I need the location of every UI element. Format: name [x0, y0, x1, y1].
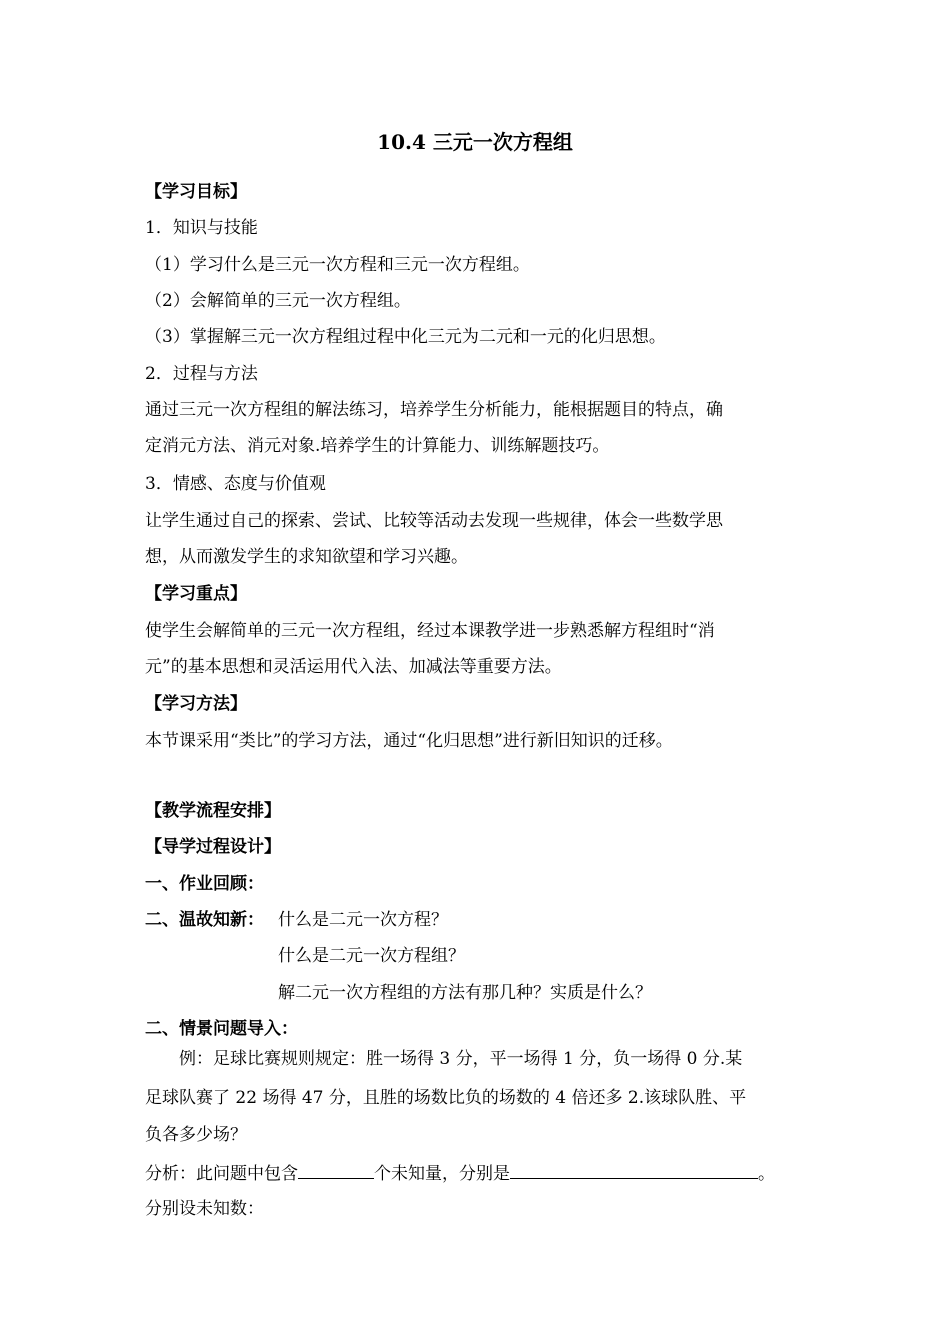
example-line: 例：足球比赛规则规定：胜一场得 3 分，平一场得 1 分，负一场得 0 分.某: [179, 1049, 743, 1069]
objectives-heading: 【学习目标】: [145, 182, 247, 202]
example-line: 足球队赛了 22 场得 47 分，且胜的场数比负的场数的 4 倍还多 2.该球队胜、平: [145, 1088, 747, 1108]
analysis-line: [145, 1162, 775, 1185]
objectives-s3-heading: 3．情感、态度与价值观: [145, 474, 326, 494]
key-points-heading: 【学习重点】: [145, 584, 247, 604]
key-points-line: 元”的基本思想和灵活运用代入法、加减法等重要方法。: [145, 657, 562, 677]
objectives-s3-line: 想，从而激发学生的求知欲望和学习兴趣。: [145, 547, 468, 567]
methods-line: 本节课采用“类比”的学习方法，通过“化归思想”进行新旧知识的迁移。: [145, 731, 673, 751]
objectives-s1-heading: 1．知识与技能: [145, 218, 258, 238]
example-line: 负各多少场？: [145, 1125, 247, 1145]
review-question: 什么是二元一次方程？: [278, 910, 448, 930]
objectives-s2-line: 通过三元一次方程组的解法练习，培养学生分析能力，能根据题目的特点，确: [145, 400, 723, 420]
methods-heading: 【学习方法】: [145, 694, 247, 714]
objectives-s2-heading: 2．过程与方法: [145, 364, 258, 384]
part1-heading: 一、作业回顾：: [145, 874, 264, 894]
unknowns-line: 分别设未知数：: [145, 1199, 264, 1219]
objectives-s1-item: （3）掌握解三元一次方程组过程中化三元为二元和一元的化归思想。: [145, 327, 666, 347]
analysis-text-c: 。: [758, 1164, 775, 1184]
analysis-text-a: 分析：此问题中包含: [145, 1164, 298, 1184]
count-blank[interactable]: [298, 1162, 374, 1179]
part3-heading: 二、情景问题导入：: [145, 1019, 298, 1039]
analysis-text-b: 个未知量，分别是: [374, 1164, 510, 1184]
objectives-s1-item: （1）学习什么是三元一次方程和三元一次方程组。: [145, 255, 530, 275]
objectives-s2-line: 定消元方法、消元对象.培养学生的计算能力、训练解题技巧。: [145, 436, 610, 456]
unknowns-blank[interactable]: [510, 1162, 758, 1179]
review-question: 什么是二元一次方程组？: [278, 946, 465, 966]
flow-heading: 【教学流程安排】: [145, 801, 281, 821]
objectives-s3-line: 让学生通过自己的探索、尝试、比较等活动去发现一些规律，体会一些数学思: [145, 511, 723, 531]
part2-heading: 二、温故知新：: [145, 910, 264, 930]
document-title: 10.4 三元一次方程组: [377, 130, 573, 154]
objectives-s1-item: （2）会解简单的三元一次方程组。: [145, 291, 411, 311]
review-question: 解二元一次方程组的方法有那几种？实质是什么？: [278, 983, 652, 1003]
key-points-line: 使学生会解简单的三元一次方程组，经过本课教学进一步熟悉解方程组时“消: [145, 621, 715, 641]
guide-heading: 【导学过程设计】: [145, 837, 281, 857]
